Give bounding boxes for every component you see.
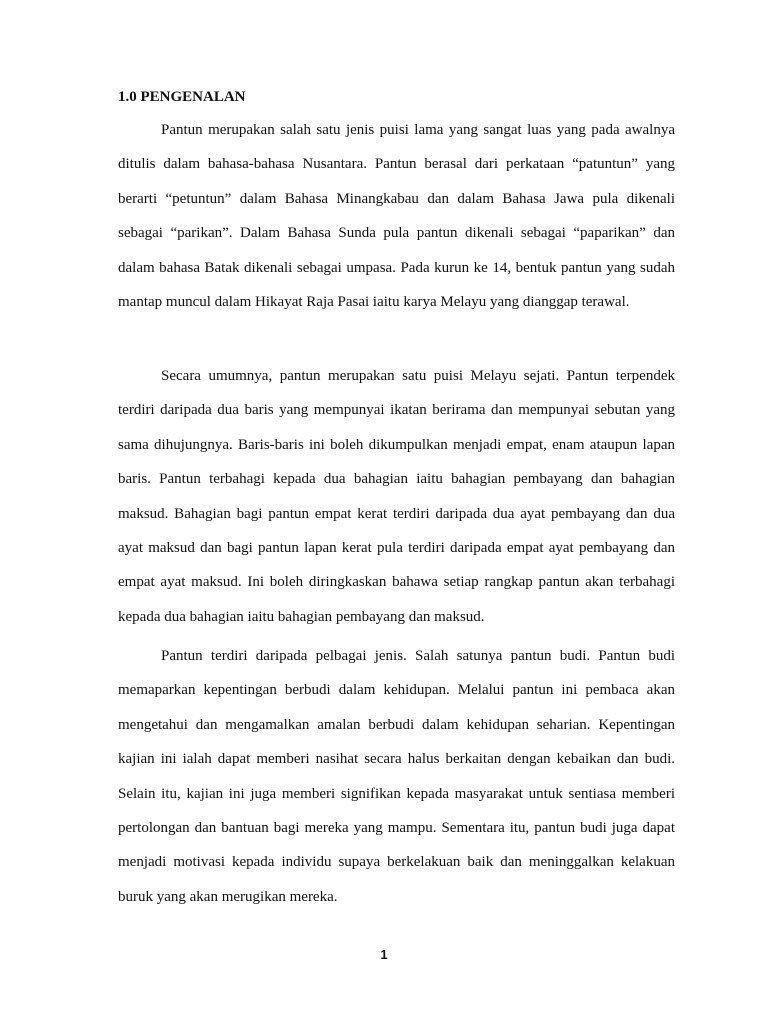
page-number: 1 bbox=[380, 947, 388, 962]
paragraph-3: Pantun terdiri daripada pelbagai jenis. Salah satunya pantun budi. Pantun budi memaparkan kepentingan berbudi dalam kehidupan. Melalui pantun ini pembaca akan mengetahui dan mengamalkan amalan berbudi dalam kehidupan seharian. Kepentingan kajian ini ialah dapat memberi nasihat secara halus berkaitan dengan kebaikan dan budi. Selain itu, kajian ini juga memberi signifikan kepada masyarakat untuk sentiasa memberi pertolongan dan bantuan bagi mereka yang mampu. Sementara itu, pantun budi juga dapat menjadi motivasi kepada individu supaya berkelakuan baik dan meninggalkan kelakuan buruk yang akan merugikan mereka. bbox=[118, 648, 675, 905]
paragraph-1: Pantun merupakan salah satu jenis puisi lama yang sangat luas yang pada awalnya ditulis dalam bahasa-bahasa Nusantara. Pantun berasal dari perkataan “patuntun” yang berarti “petuntun” dalam Bahasa Minangkabau dan dalam Bahasa Jawa pula dikenali sebagai “parikan”. Dalam Bahasa Sunda pula pantun dikenali sebagai “paparikan” dan dalam bahasa Batak dikenali sebagai umpasa. Pada kurun ke 14, bentuk pantun yang sudah mantap muncul dalam Hikayat Raja Pasai iaitu karya Melayu yang dianggap terawal. bbox=[118, 122, 675, 311]
section-heading: 1.0 PENGENALAN bbox=[118, 89, 246, 105]
paragraph-2: Secara umumnya, pantun merupakan satu puisi Melayu sejati. Pantun terpendek terdiri daripada dua baris yang mempunyai ikatan berirama dan mempunyai sebutan yang sama dihujungnya. Baris-baris ini boleh dikumpulkan menjadi empat, enam ataupun lapan baris. Pantun terbahagi kepada dua bahagian iaitu bahagian pembayang dan bahagian maksud. Bahagian bagi pantun empat kerat terdiri daripada dua ayat pembayang dan dua ayat maksud dan bagi pantun lapan kerat pula terdiri daripada empat ayat pembayang dan empat ayat maksud. Ini boleh diringkaskan bahawa setiap rangkap pantun akan terbahagi kepada dua bahagian iaitu bahagian pembayang dan maksud. bbox=[118, 368, 675, 625]
